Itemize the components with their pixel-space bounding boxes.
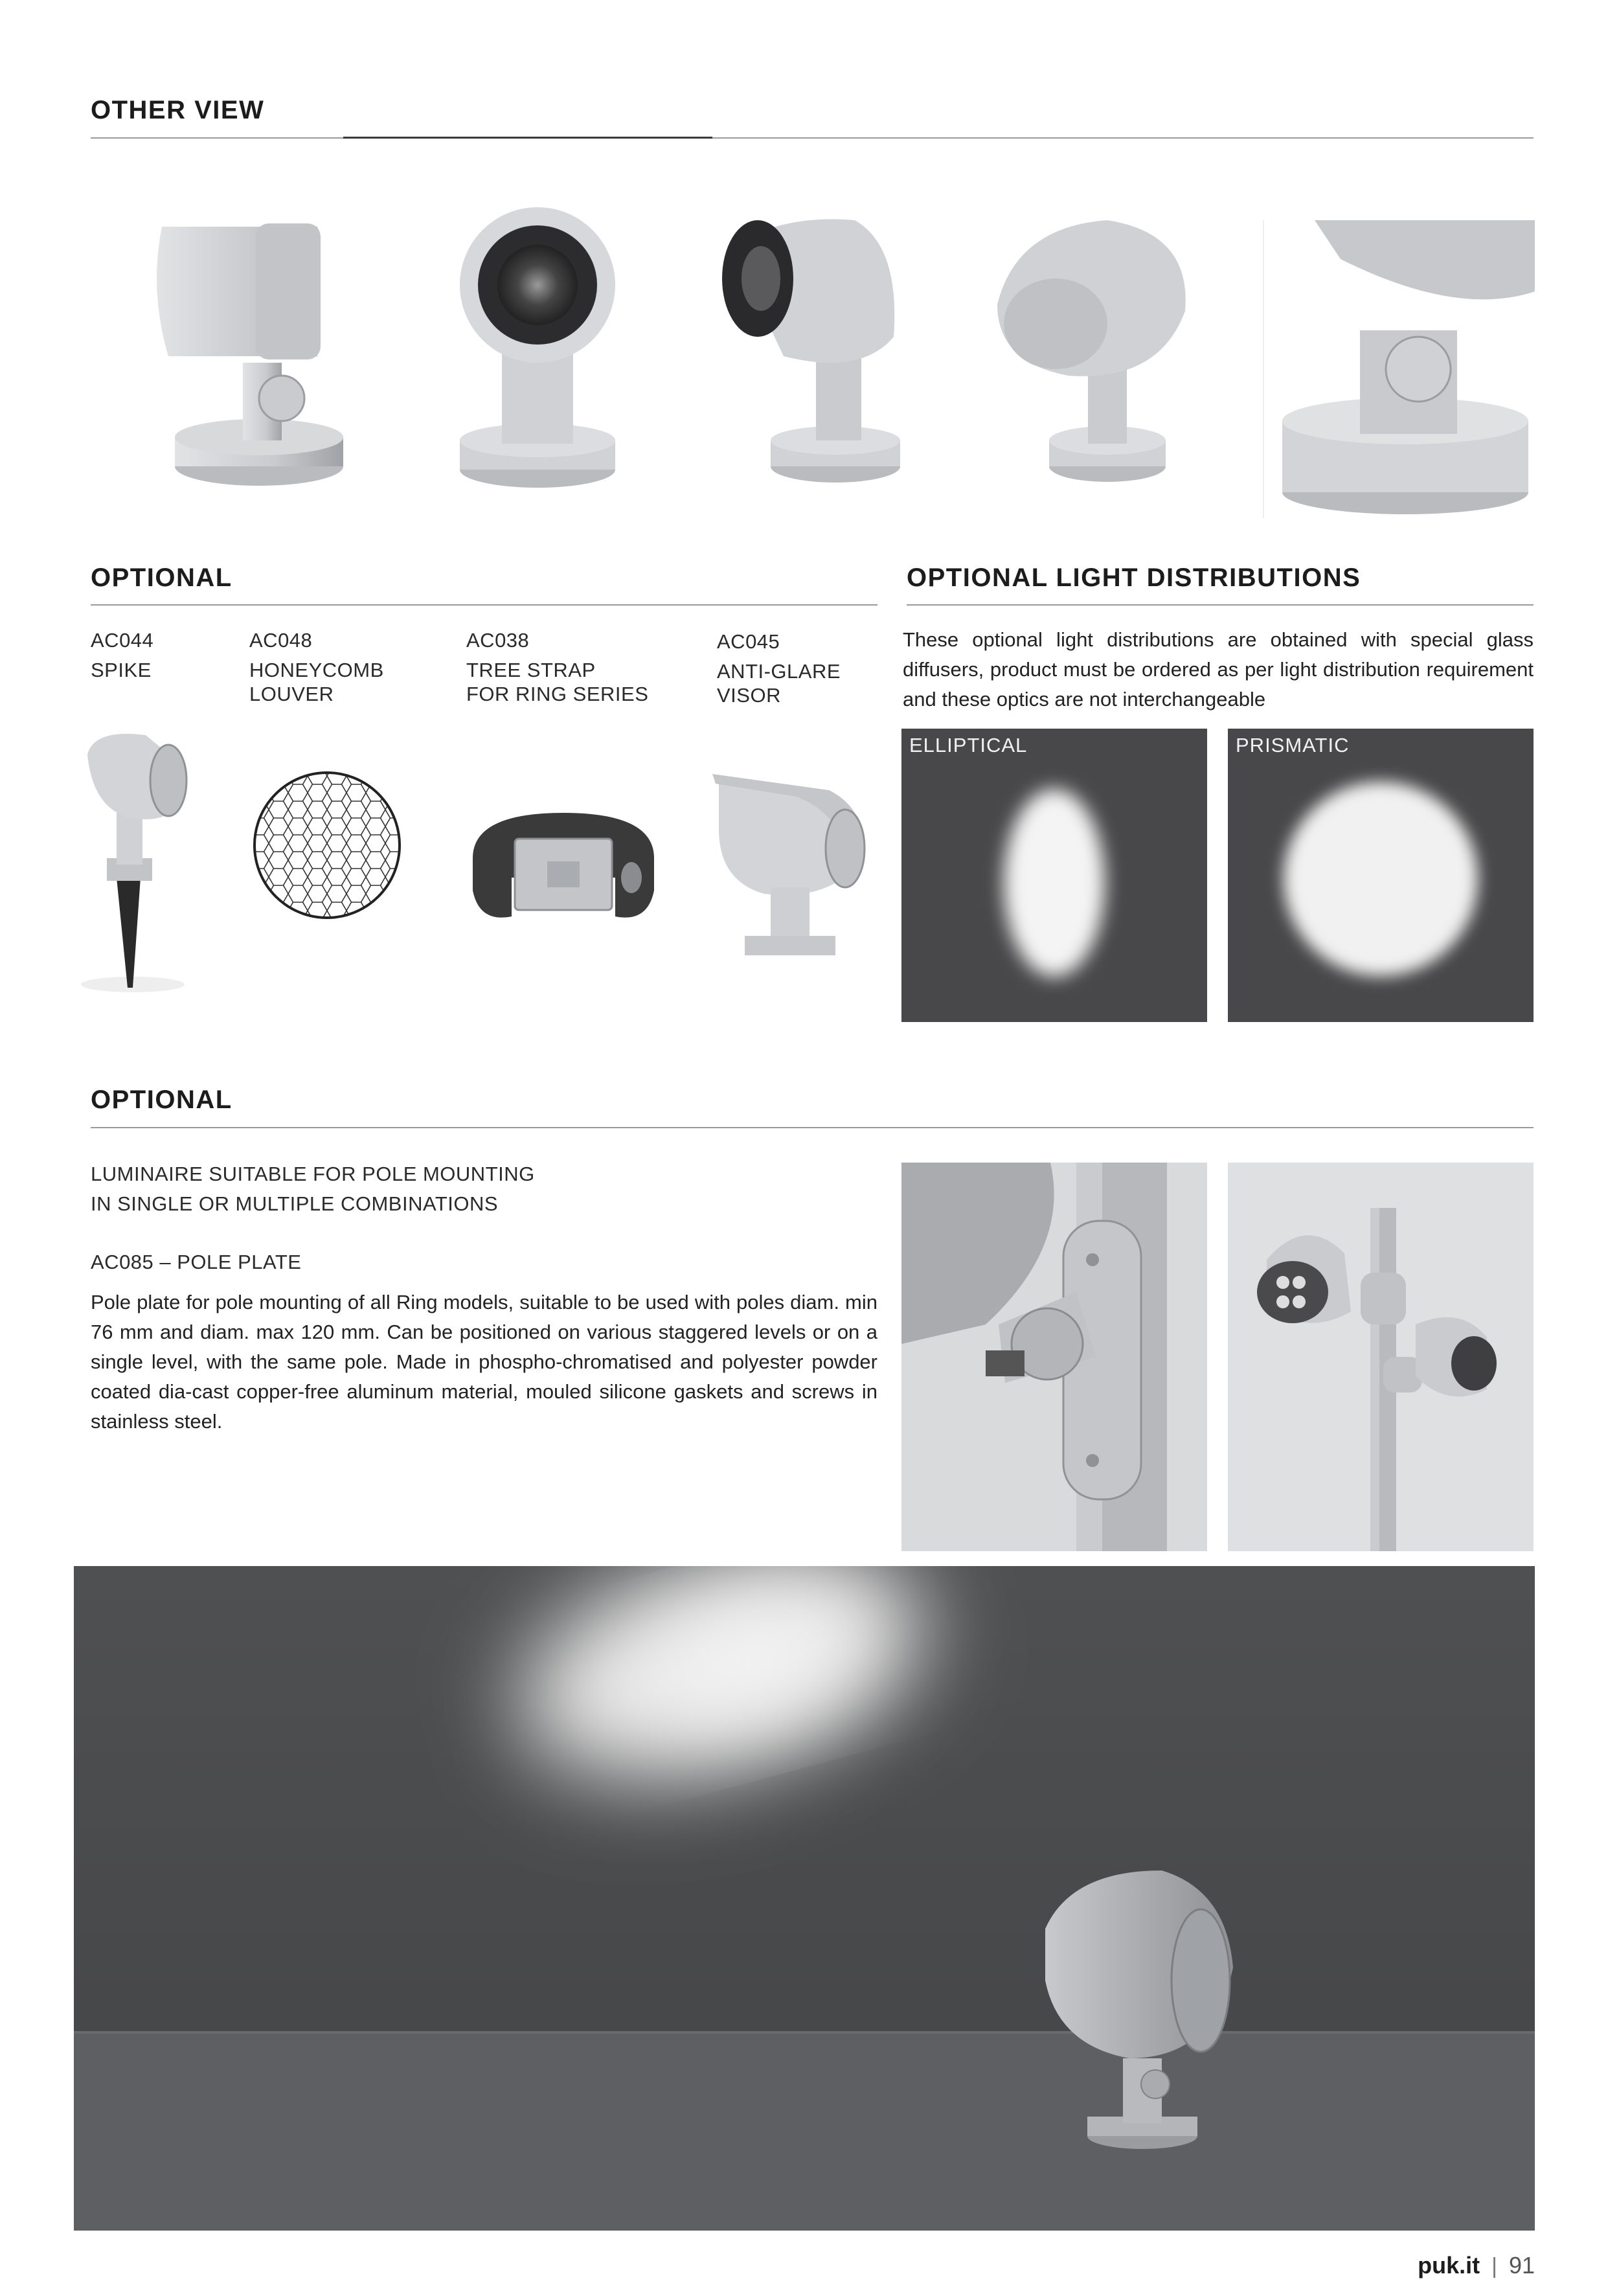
product-angled-view-image (706, 207, 939, 492)
accessory-name-line2: VISOR (717, 684, 781, 707)
elliptical-distribution-panel (901, 729, 1207, 1022)
pole-mounting-intro-line2: IN SINGLE OR MULTIPLE COMBINATIONS (91, 1192, 499, 1215)
optional-accessories-title: OPTIONAL (91, 563, 232, 592)
accessory-name: SPIKE (91, 659, 152, 681)
accessory-honeycomb-louver (249, 628, 384, 706)
pole-plate-closeup-image (901, 1163, 1207, 1551)
accessory-name-line2: FOR RING SERIES (466, 683, 649, 705)
prismatic-distribution-panel (1228, 729, 1534, 1022)
pole-mounting-title: OPTIONAL (91, 1085, 232, 1114)
ambient-installation-photo (74, 1566, 1535, 2231)
elliptical-label: ELLIPTICAL (909, 734, 1028, 756)
footer-separator: | (1491, 2254, 1497, 2279)
accessory-code: AC038 (466, 629, 530, 652)
page-footer (1418, 2252, 1535, 2279)
pole-mounting-rule (91, 1127, 1534, 1128)
honeycomb-louver-image (249, 767, 405, 923)
accessory-code: AC045 (717, 630, 780, 653)
product-side-view-image (142, 207, 350, 492)
light-distributions-title: OPTIONAL LIGHT DISTRIBUTIONS (907, 563, 1361, 592)
footer-brand: puk.it (1418, 2252, 1480, 2279)
elliptical-beam-image (901, 729, 1207, 1022)
accessory-name: ANTI-GLARE (717, 660, 841, 683)
optional-accessories-rule (91, 604, 877, 606)
accessory-spike (91, 628, 153, 682)
accessory-code: AC048 (249, 629, 313, 652)
prismatic-label: PRISMATIC (1236, 734, 1350, 756)
other-view-rule (91, 137, 1534, 139)
accessory-anti-glare-visor (717, 630, 841, 707)
product-detail-view-image (1263, 220, 1535, 518)
pole-multiple-combination-image (1228, 1163, 1534, 1551)
light-distributions-description: These optional light distributions are obtained with special glass diffusers, product must be ordered as per light distribution requirement and these optics are not interchangeable (903, 628, 1534, 710)
accessory-code: AC044 (91, 629, 154, 652)
anti-glare-visor-image (699, 764, 868, 959)
pole-plate-description: Pole plate for pole mounting of all Ring models, suitable to be used with poles diam. min 76 mm and diam. max 120 mm. Can be positioned on various staggered levels or on a single level, with the same pole. Made in phospho-chromatised and polyester powder coated dia-cast copper-free aluminum material, mouled silicone gaskets and screws in stainless steel. (91, 1291, 877, 1433)
pole-plate-product-name: AC085 – POLE PLATE (91, 1251, 302, 1273)
accessory-tree-strap (466, 628, 648, 706)
prismatic-beam-image (1228, 729, 1534, 1022)
product-rear-view-image (978, 207, 1211, 492)
pole-mounting-intro-line1: LUMINAIRE SUITABLE FOR POLE MOUNTING (91, 1163, 535, 1185)
product-front-view-image (440, 207, 635, 492)
page-number: 91 (1508, 2252, 1535, 2279)
pole-mounting-intro (91, 1159, 535, 1219)
tree-strap-image (460, 800, 667, 929)
accessory-name-line2: LOUVER (249, 683, 334, 705)
other-view-rule-accent (343, 137, 712, 139)
accessory-name: TREE STRAP (466, 659, 596, 681)
spike-image (68, 729, 198, 1001)
other-view-title: OTHER VIEW (91, 96, 265, 124)
accessory-name: HONEYCOMB (249, 659, 384, 681)
light-distributions-rule (907, 604, 1534, 606)
